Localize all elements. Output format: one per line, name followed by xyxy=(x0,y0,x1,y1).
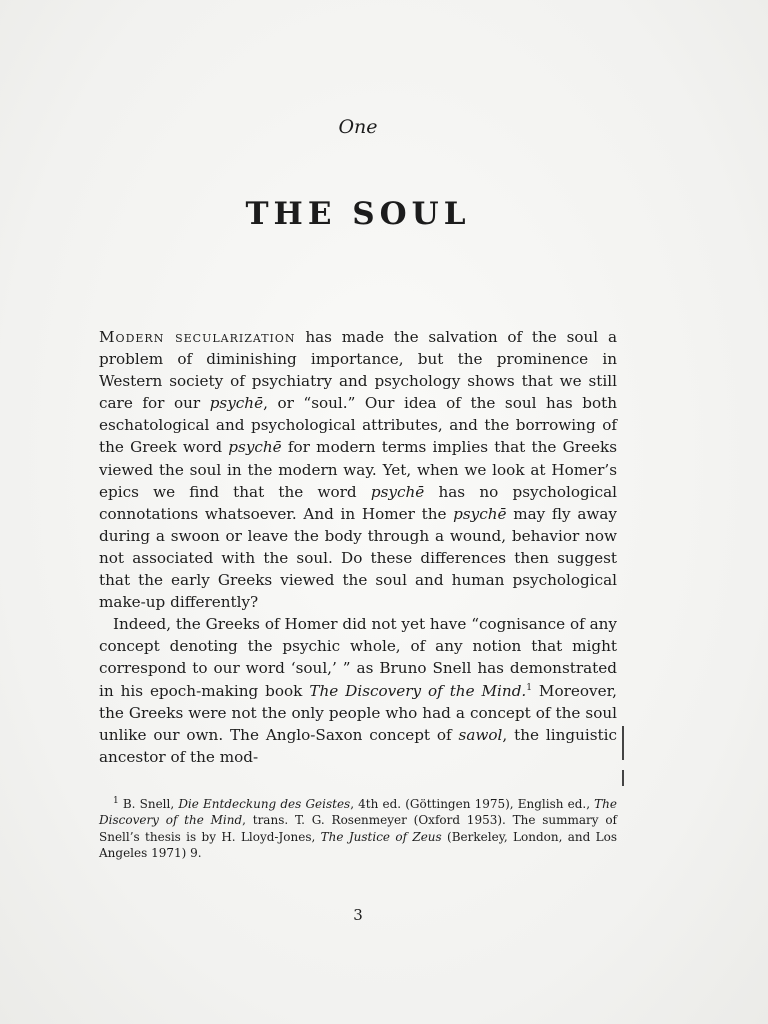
text-run: may fly away during a swoon or leave the body through a wound, behavior now not associated with the soul. Do these differences then suggest that the early Greeks viewed the soul and human psychological make-up differently? xyxy=(99,504,618,612)
text-run: , or “soul.” Our idea of the soul has both eschatological and psychological attributes, and the borrowing of the Greek word xyxy=(99,394,617,457)
opening-words: Modern secularization xyxy=(99,328,296,346)
greek-term: psychē xyxy=(370,482,425,501)
book-title: The Discovery of the Mind xyxy=(99,797,617,828)
paragraph-2 xyxy=(99,613,617,768)
chapter-title: THE SOUL xyxy=(245,196,471,232)
page-number: 3 xyxy=(353,906,363,924)
book-title: Die Entdeckung des Geistes xyxy=(178,797,351,811)
text-run: has no psychological connotations whatsoever. And in Homer the xyxy=(99,482,617,523)
text-run: for modern terms implies that the Greeks viewed the soul in the modern way. Yet, when we look at Homer’s epics we find that the word xyxy=(99,438,617,501)
body-text xyxy=(99,326,617,768)
footnote-marker[interactable]: 1 xyxy=(526,682,532,693)
footnote xyxy=(99,796,617,862)
text-run: Moreover, the Greeks were not the only people who had a concept of the soul unlike our own. The Anglo-Saxon concept of xyxy=(99,681,617,744)
text-run: , 4th ed. (Göttingen 1975), English ed., xyxy=(350,797,595,811)
text-run: Indeed, the Greeks of Homer did not yet have “cognisance of any concept denoting the psychic whole, of any notion that might correspond to our word ‘soul,’ ” as Bruno Snell has demonstrated in his epoch-making book xyxy=(99,615,617,700)
footnote-number: 1 xyxy=(113,796,119,806)
text-run: B. Snell, xyxy=(118,797,179,811)
text-run: , the linguistic ancestor of the mod- xyxy=(99,725,617,766)
margin-mark xyxy=(622,770,624,786)
book-title: The Justice of Zeus xyxy=(320,829,442,844)
greek-term: psychē xyxy=(228,438,282,457)
text-run: has made the salvation of the soul a problem of diminishing importance, but the prominence in Western society of psychiatry and psychology shows that we still care for our xyxy=(99,328,617,413)
old-english-term: sawol xyxy=(458,725,503,744)
chapter-number: One xyxy=(338,116,378,138)
margin-mark xyxy=(622,726,624,760)
greek-term: psychē xyxy=(209,394,264,413)
paragraph-1 xyxy=(99,326,617,613)
greek-term: psychē xyxy=(453,504,507,523)
book-title: The Discovery of the Mind. xyxy=(309,681,527,700)
footnote-text xyxy=(99,796,617,862)
text-run: , trans. T. G. Rosenmeyer (Oxford 1953). The summary of Snell’s thesis is by H. Lloyd-Jones, xyxy=(99,813,617,844)
text-run: (Berkeley, London, and Los Angeles 1971) 9. xyxy=(99,829,617,861)
